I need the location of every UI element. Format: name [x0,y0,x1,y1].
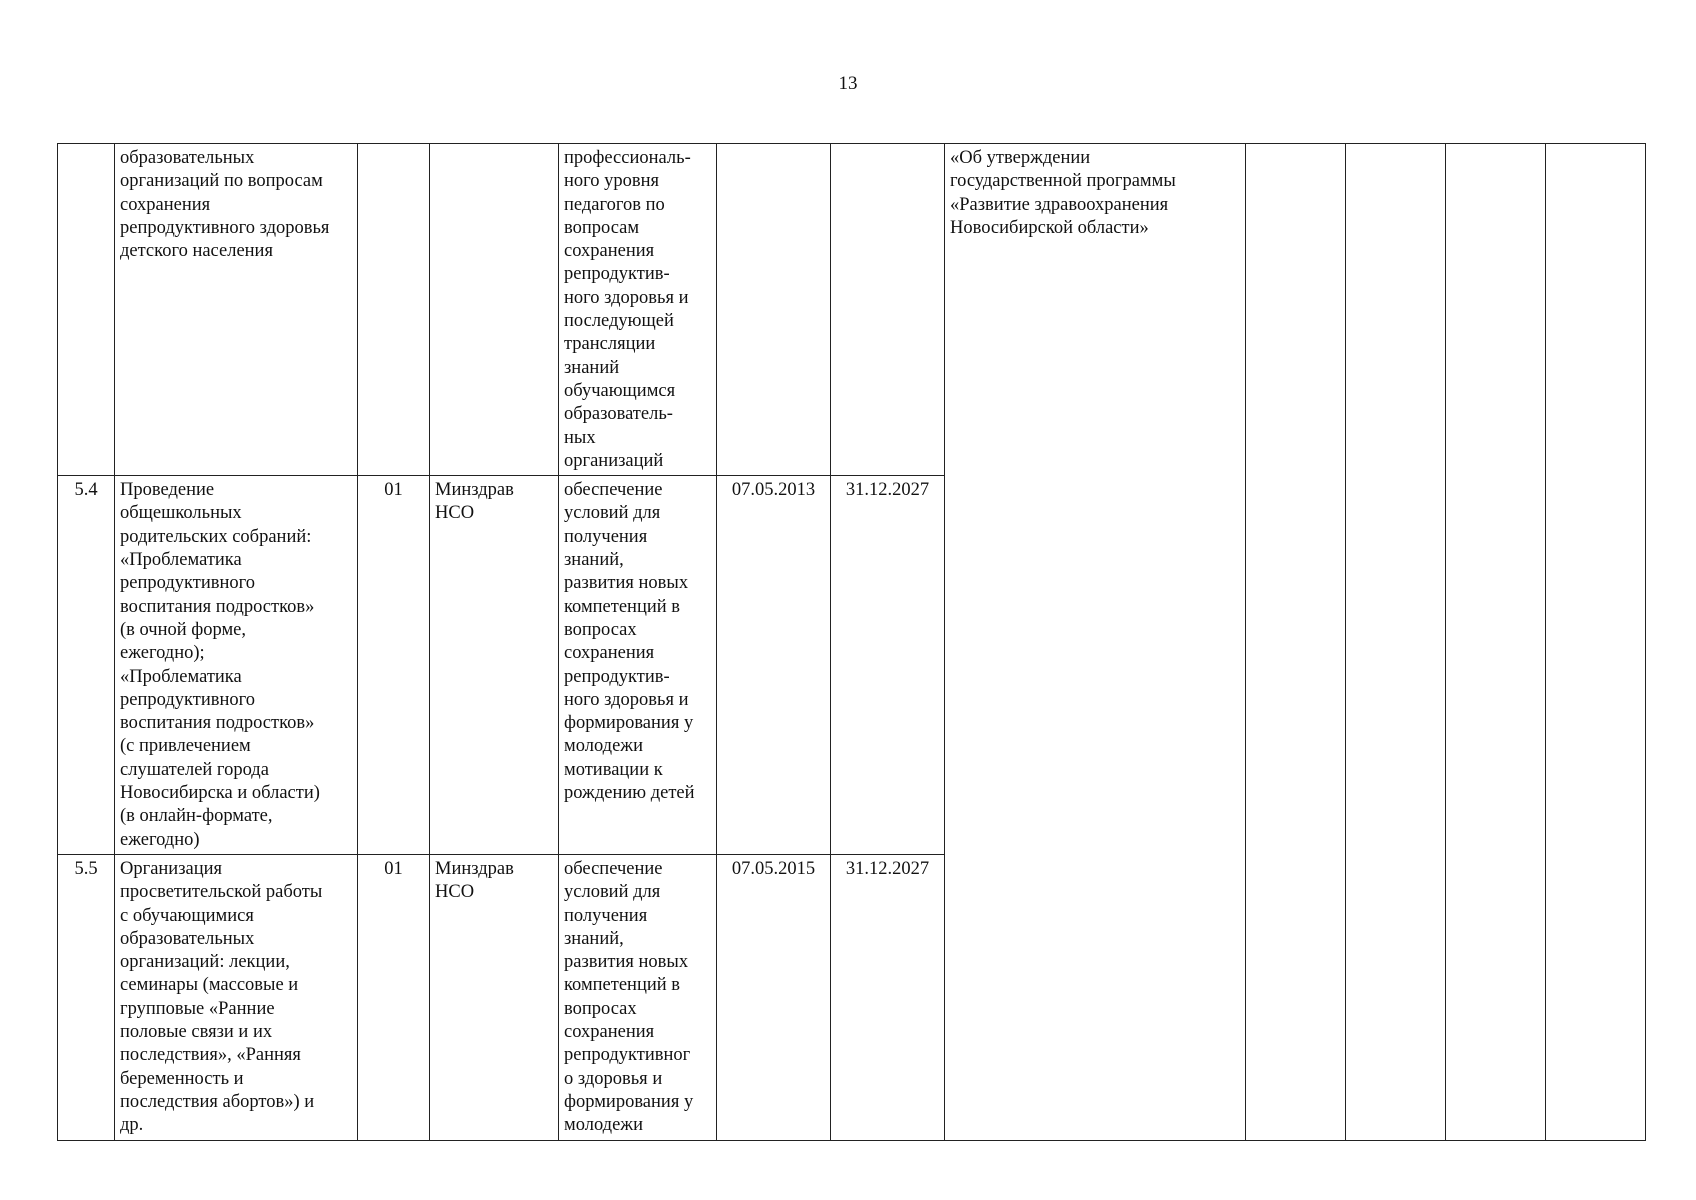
table-row [58,144,1646,476]
empty-column-cell [1246,144,1346,1141]
executor-cell [430,144,559,476]
expected-result-cell: профессиональ- ного уровня педагогов по вопросам сохранения репродуктив- ного здоровья и последующей трансляции знаний обучающимся образователь- ных организаций [559,144,717,476]
executor-cell: Минздрав НСО [430,854,559,1140]
empty-column-cell [1346,144,1446,1141]
start-date-cell: 07.05.2013 [717,476,831,855]
start-date-cell [717,144,831,476]
end-date-cell: 31.12.2027 [831,854,945,1140]
page-number: 13 [838,73,858,94]
executor-cell: Минздрав НСО [430,476,559,855]
end-date-cell: 31.12.2027 [831,476,945,855]
start-date-cell: 07.05.2015 [717,854,831,1140]
code-cell: 01 [358,854,430,1140]
expected-result-cell: обеспечение условий для получения знаний, развития новых компетенций в вопросах сохранения репродуктив- ного здоровья и формирования у молодежи мотивации к рождению детей [559,476,717,855]
end-date-cell [831,144,945,476]
empty-column-cell [1546,144,1646,1141]
event-description-cell: Организация просветительской работы с обучающимися образовательных организаций: лекции, семинары (массовые и групповые «Ранние половые связи и их последствия», «Ранняя беременность и последствия абортов») и др. [115,854,358,1140]
event-description-cell: образовательных организаций по вопросам сохранения репродуктивного здоровья детского населения [115,144,358,476]
activities-table [57,143,1646,1141]
program-reference-cell: «Об утверждении государственной программы «Развитие здравоохранения Новосибирской области» [945,144,1246,1141]
item-number-cell: 5.4 [58,476,115,855]
empty-column-cell [1446,144,1546,1141]
code-cell: 01 [358,476,430,855]
event-description-cell: Проведение общешкольных родительских собраний: «Проблематика репродуктивного воспитания подростков» (в очной форме, ежегодно); «Проблематика репродуктивного воспитания подростков» (с привлечением слушателей города Новосибирска и области) (в онлайн-формате, ежегодно) [115,476,358,855]
item-number-cell: 5.5 [58,854,115,1140]
expected-result-cell: обеспечение условий для получения знаний, развития новых компетенций в вопросах сохранения репродуктивног о здоровья и формирования у молодежи [559,854,717,1140]
item-number-cell [58,144,115,476]
code-cell [358,144,430,476]
